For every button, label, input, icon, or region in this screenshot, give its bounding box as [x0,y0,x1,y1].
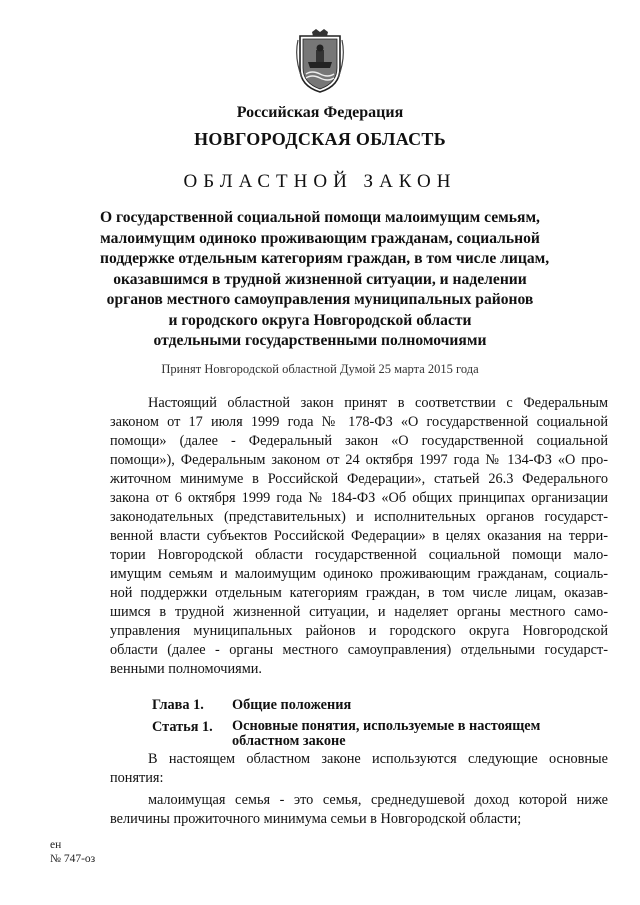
footer-initials: ен [50,839,62,851]
title-line: органов местного самоуправления муниципальных районов [106,291,534,308]
title-line: малоимущим одиноко проживающим гражданам, социальной [100,229,540,247]
law-type-heading: ОБЛАСТНОЙ ЗАКОН [183,171,457,192]
coat-of-arms-icon [294,28,346,96]
text-line: закона от 6 октября 1999 года № 184-ФЗ «Об общих принципах организации [110,490,608,506]
text-line: ной поддержки отдельным категориям граждан, в том числе лицам, оказав- [110,585,608,601]
region-heading: НОВГОРОДСКАЯ ОБЛАСТЬ [194,129,446,149]
chapter-title: Общие положения [232,697,352,713]
title-line: поддержке отдельным категориям граждан, в том числе лицам, [100,250,550,267]
chapter-label: Глава 1. [152,697,204,713]
preamble-paragraph [110,394,608,679]
article-title-line: областном законе [232,733,346,749]
text-line: области (далее - органы местного самоуправления) отдельными государст- [110,642,608,658]
text-line: венной власти субъектов Российской Федерации» в целях оказания на терри- [110,528,608,544]
text-line: В настоящем областном законе используются следующие основные [148,751,608,767]
article-paragraph [110,750,608,788]
text-line: величины прожиточного минимума семьи в Новгородской области; [110,811,522,827]
text-line: шимся в трудной жизненной ситуации, и наделяет органы местного само- [110,604,608,620]
law-title [100,208,550,352]
text-line: помощи» (далее - Федеральный закон «О государственной социальной [110,433,608,449]
text-line: законодательных (представительных) и исполнительных органов государст- [110,509,608,525]
footer-note [50,838,95,866]
footer-number: № 747-оз [50,853,96,865]
federation-heading: Российская Федерация [236,104,404,121]
text-line: малоимущая семья - это семья, среднедушевой доход которой ниже [148,792,608,808]
text-line: венными полномочиями. [110,661,262,677]
article-title-line: Основные понятия, используемые в настоящем [232,718,541,734]
title-line: отдельными государственными полномочиями [153,332,487,349]
text-line: имущим семьям и малоимущим одиноко проживающим гражданам, социаль- [110,566,608,582]
text-line: тории Новгородской области государственной социальной помощи мало- [110,547,608,563]
text-line: управления муниципальных районов и городского округа Новгородской [110,623,608,639]
title-line: О государственной социальной помощи малоимущим семьям, [100,209,540,226]
text-line: законом от 17 июля 1999 года № 178-ФЗ «О государственной социальной [110,414,608,430]
article-label: Статья 1. [152,719,213,735]
text-line: понятия: [110,770,164,786]
title-line: оказавшимся в трудной жизненной ситуации, и наделении [113,270,527,288]
text-line: помощи»), Федеральным законом от 24 октября 1997 года № 134-ФЗ «О про- [110,452,608,468]
adoption-note: Принят Новгородской областной Думой 25 марта 2015 года [161,362,479,376]
definition-paragraph [110,791,608,829]
text-line: житочном минимуме в Российской Федерации», статьей 26.3 Федерального [110,471,608,487]
title-line: и городского округа Новгородской области [168,311,472,329]
article-title [232,719,540,749]
text-line: Настоящий областной закон принят в соответствии с Федеральным [148,395,608,411]
